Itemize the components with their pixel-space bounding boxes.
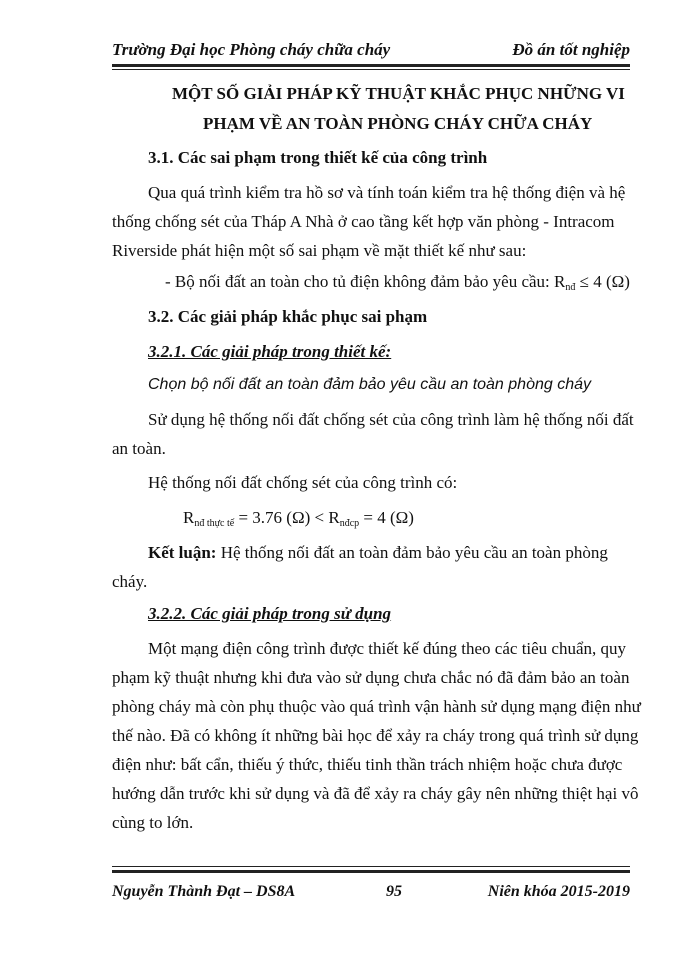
- paragraph-line: Một mạng điện công trình được thiết kế đúng theo các tiêu chuẩn, quy: [148, 639, 627, 658]
- conclusion-line1: [148, 543, 608, 563]
- paragraph-line: phạm kỹ thuật nhưng khi đưa vào sử dụng chưa chắc nó đã đảm bảo an toàn: [112, 668, 630, 687]
- section-3-1-heading: 3.1. Các sai phạm trong thiết kế của công trình: [148, 148, 488, 167]
- formula: [183, 508, 414, 529]
- bullet-grounding-requirement: [165, 272, 630, 293]
- page-title-line1: MỘT SỐ GIẢI PHÁP KỸ THUẬT KHẮC PHỤC NHỮNG VI: [172, 84, 625, 103]
- section-3-2-2-heading: 3.2.2. Các giải pháp trong sử dụng: [148, 604, 392, 623]
- footer-page-number: 95: [386, 883, 402, 900]
- paragraph-line: hướng dẫn trước khi sử dụng và đã để xảy ra cháy gây nên những thiệt hại vô: [112, 784, 639, 803]
- conclusion-label: Kết luận:: [148, 543, 217, 562]
- formula-r1: R: [183, 508, 195, 527]
- header-doc-type: Đồ án tốt nghiệp: [512, 40, 630, 59]
- paragraph-line: Sử dụng hệ thống nối đất chống sét của công trình làm hệ thống nối đất: [148, 410, 634, 429]
- paragraph-line: phòng cháy mà còn phụ thuộc vào quá trình vận hành sử dụng mạng điện như: [112, 697, 641, 716]
- footer-course: Niên khóa 2015-2019: [487, 883, 630, 900]
- header-rule-thin: [112, 69, 630, 70]
- paragraph-line: thống chống sét của Tháp A Nhà ở cao tầng kết hợp văn phòng - Intracom: [112, 212, 615, 231]
- paragraph-line: cùng to lớn.: [112, 813, 194, 832]
- paragraph-line: thế nào. Đã có không ít những bài học để xảy ra cháy trong quá trình sử dụng: [112, 726, 639, 745]
- bullet-end: ≤ 4 (Ω): [575, 272, 630, 291]
- formula-mid: = 3.76 (Ω) < R: [234, 508, 340, 527]
- paragraph-line: Hệ thống nối đất chống sét của công trình có:: [148, 473, 458, 492]
- paragraph-line: điện như: bất cẩn, thiếu ý thức, thiếu tinh thần trách nhiệm hoặc chưa được: [112, 755, 623, 774]
- section-3-2-heading: 3.2. Các giải pháp khắc phục sai phạm: [148, 307, 428, 326]
- paragraph-line: an toàn.: [112, 439, 166, 458]
- italic-statement: Chọn bộ nối đất an toàn đảm bảo yêu cầu an toàn phòng cháy: [148, 376, 592, 393]
- formula-r1-sub: nđ thực tế: [194, 518, 235, 529]
- formula-r2-sub: nđcp: [339, 518, 360, 529]
- footer-author: Nguyễn Thành Đạt – DS8A: [112, 883, 296, 900]
- bullet-text: - Bộ nối đất an toàn cho tủ điện không đảm bảo yêu cầu: R: [165, 272, 566, 291]
- formula-end: = 4 (Ω): [359, 508, 414, 527]
- page-title-line2: PHẠM VỀ AN TOÀN PHÒNG CHÁY CHỮA CHÁY: [203, 114, 593, 133]
- conclusion-line2: cháy.: [112, 572, 148, 591]
- footer-rule-thin: [112, 866, 630, 867]
- paragraph-line: Riverside phát hiện một số sai phạm về mặt thiết kế như sau:: [112, 241, 527, 260]
- header-rule-thick: [112, 64, 630, 67]
- header-school: Trường Đại học Phòng cháy chữa cháy: [112, 40, 391, 59]
- bullet-subscript: nđ: [565, 282, 576, 293]
- paragraph-line: Qua quá trình kiểm tra hồ sơ và tính toán kiểm tra hệ thống điện và hệ: [148, 183, 626, 202]
- conclusion-text: Hệ thống nối đất an toàn đảm bảo yêu cầu an toàn phòng: [216, 543, 608, 562]
- footer-rule-thick: [112, 870, 630, 873]
- section-3-2-1-heading: 3.2.1. Các giải pháp trong thiết kế:: [148, 342, 392, 361]
